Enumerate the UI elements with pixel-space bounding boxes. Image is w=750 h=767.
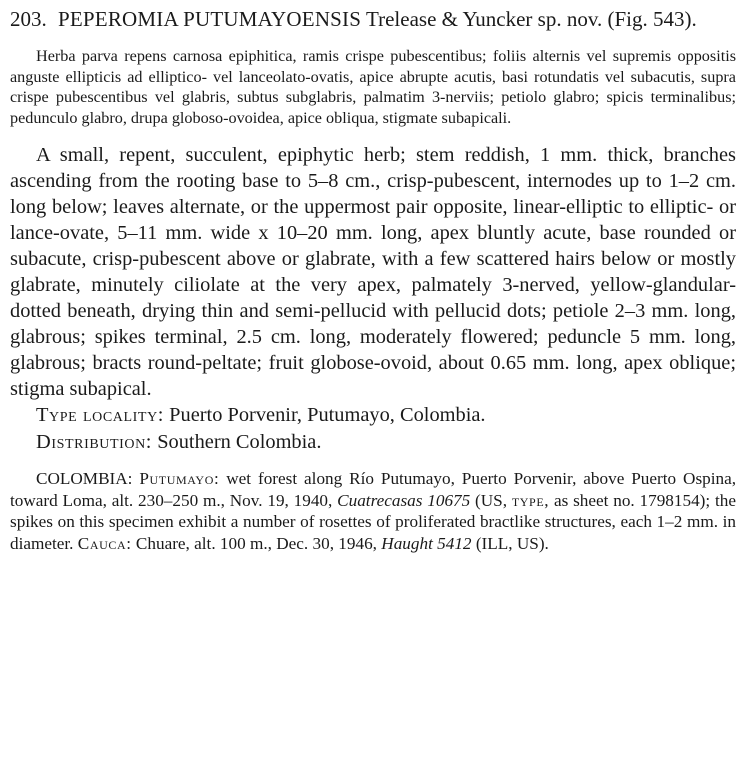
distribution-label: Distribution: [36,431,153,454]
type-locality-label: Type locality: [36,404,165,427]
species-heading [10,6,736,33]
english-description: A small, repent, succulent, epiphytic herb; stem reddish, 1 mm. thick, branches ascending from the rooting base to 5–8 cm., crisp-pubescent, internodes up to 1–2 cm. long below; leaves alternate, or the uppermost pair opposite, linear-elliptic to elliptic- or lance-ovate, 5–11 mm. wide x 10–20 mm. long, apex bluntly acute, base rounded or subacute, crisp-pubescent above or glabrate, with a few scattered hairs below or mostly glabrate, minutely ciliolate at the very apex, palmately 3-nerved, yellow-glandular-dotted beneath, drying thin and semi-pellucid with pellucid dots; petiole 2–3 mm. long, glabrous; spikes terminal, 2.5 cm. long, moderately flowered; peduncle 5 mm. long, glabrous; bracts round-peltate; fruit globose-ovoid, about 0.65 mm. long, apex oblique; stigma subapical. [10,144,736,401]
species-authors: Trelease & Yuncker sp. nov. (Fig. 543). [366,7,697,31]
specimens-cited [10,468,736,554]
specimen-text-4: Chuare, alt. 100 m., Dec. 30, 1946, [135,533,377,553]
distribution-value: Southern Colombia. [157,431,322,454]
distribution [10,429,736,456]
specimen-region-cauca: Cauca: [77,533,132,553]
species-name: PEPEROMIA PUTUMAYOENSIS [58,7,362,31]
type-locality [10,402,736,429]
specimen-text-5: (ILL, US). [475,533,549,553]
specimen-country: COLOMBIA: [36,469,133,489]
latin-description: Herba parva repens carnosa epiphitica, ramis crispe pubescentibus; foliis alternis vel supremis oppositis anguste ellipticis ad elliptico- vel lanceolato-ovatis, apice abrupte acutis, basi rotundatis vel subacutis, supra crispe pubescentibus vel glabris, subtus subglabris, palmatim 3-nerviis; petiolo glabro; spicis terminalibus; pedunculo glabro, drupa globoso-ovoidea, apice obliqua, stigmate subapicali. [10,47,736,127]
type-locality-value: Puerto Porvenir, Putumayo, Colombia. [169,404,486,427]
specimen-collector-2: Haught 5412 [381,533,472,553]
specimen-text-2: (US, [475,490,508,510]
specimen-collector-1: Cuatrecasas 10675 [337,490,471,510]
specimen-text-3: as sheet no. 1798154); the spikes on this specimen exhibit a number of rosettes of proliferated bractlike structures, each 1–2 mm. in diameter. [10,490,736,553]
specimen-text-1: wet forest along Río Putumayo, Puerto Porvenir, above Puerto Ospina, toward Loma, alt. 230–250 m., Nov. 19, 1940, [10,469,737,510]
specimen-region-putumayo: Putumayo: [139,469,220,489]
specimen-type-label: type, [511,490,550,510]
entry-number: 203. [10,7,47,31]
